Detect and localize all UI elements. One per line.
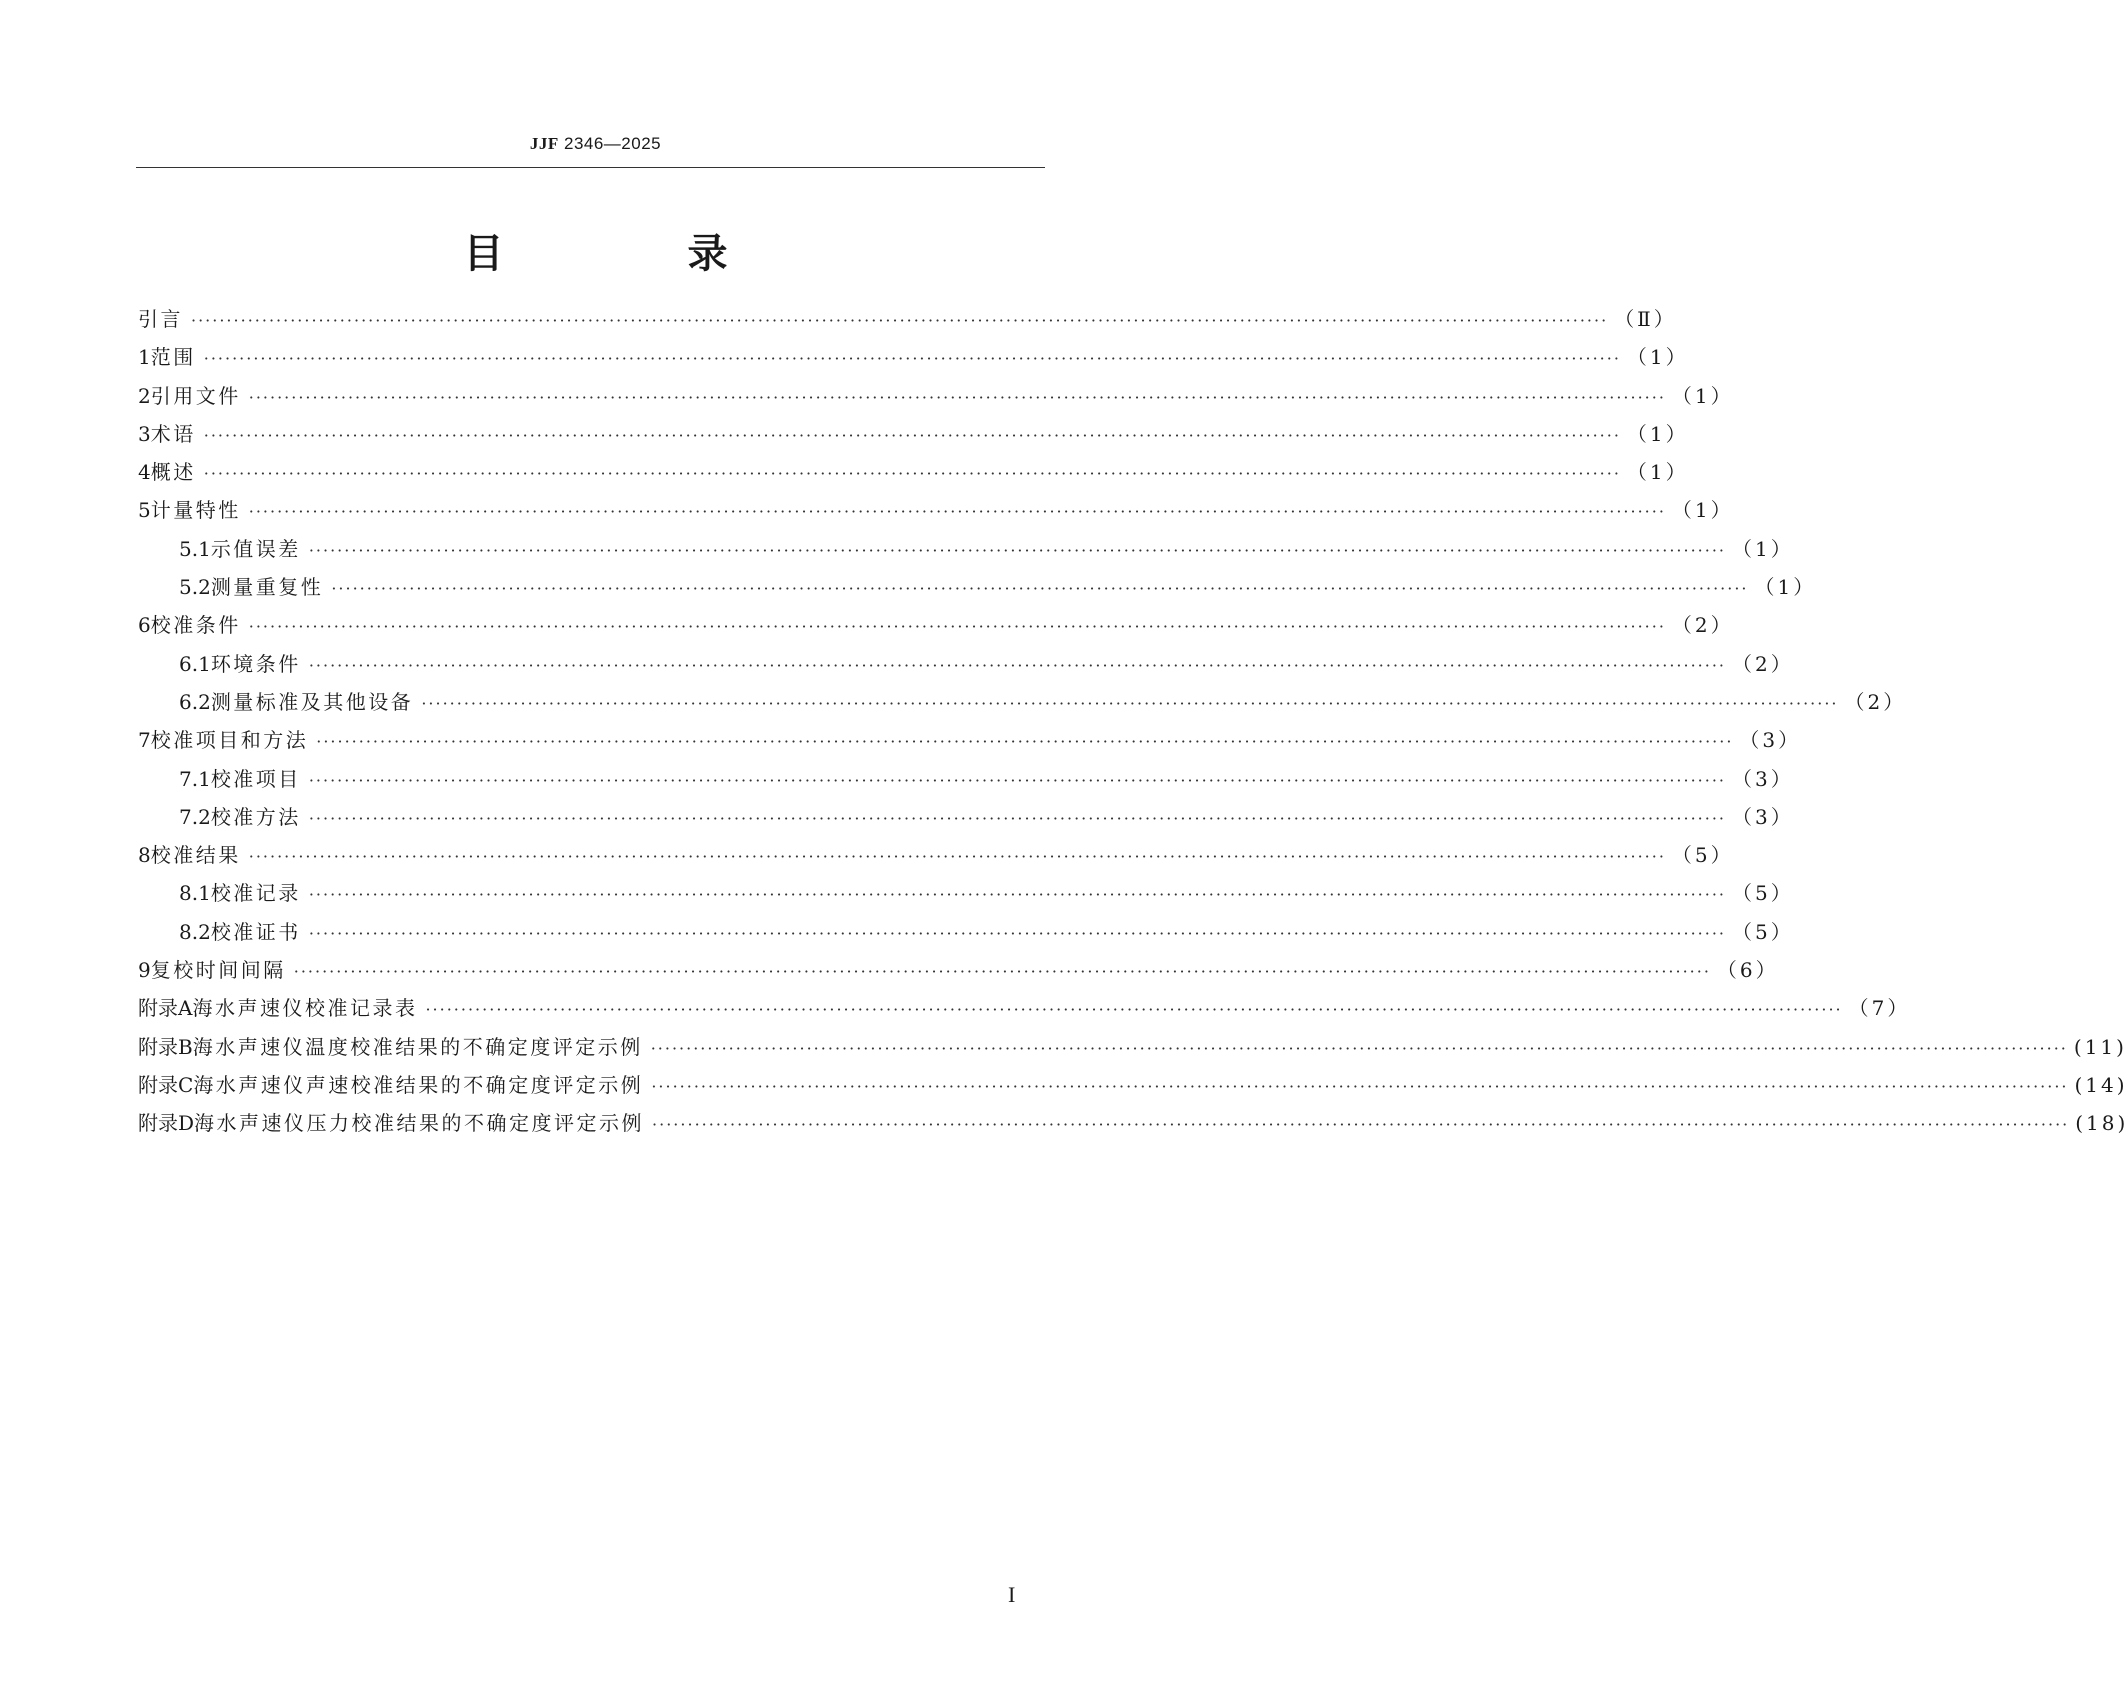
dot-leader: ········································································································································································································ bbox=[421, 693, 1839, 713]
toc-entry-label: 计量特性 bbox=[150, 498, 241, 523]
toc-entry-page: (18) bbox=[2075, 1111, 2128, 1136]
toc-entry-number: 附录A bbox=[138, 996, 193, 1021]
toc-entry[interactable] bbox=[138, 877, 1794, 915]
toc-entry-page: （7） bbox=[1848, 996, 1911, 1021]
dot-leader: ········································································································································································································ bbox=[651, 1076, 2069, 1096]
toc-entry-page: （3） bbox=[1732, 766, 1794, 791]
toc-entry-page: (14) bbox=[2074, 1072, 2128, 1097]
dot-leader: ········································································································································································································ bbox=[203, 464, 1621, 484]
toc-entry-label: 范围 bbox=[150, 345, 196, 370]
toc-entry-number: 8 bbox=[138, 843, 151, 868]
dot-leader: ········································································································································································································ bbox=[248, 502, 1666, 522]
toc-entry-page: （1） bbox=[1732, 536, 1794, 561]
dot-leader: ········································································································································································································ bbox=[652, 1115, 2070, 1135]
toc-entry[interactable] bbox=[138, 609, 1734, 647]
toc-entry[interactable] bbox=[138, 839, 1734, 877]
standard-number: 2346—2025 bbox=[563, 134, 662, 153]
toc-entry-number: 6.1 bbox=[179, 651, 211, 676]
toc-entry-label: 海水声速仪校准记录表 bbox=[192, 996, 418, 1021]
toc-entry-number: 1 bbox=[138, 345, 151, 370]
toc-entry-page: （Ⅱ） bbox=[1614, 307, 1677, 331]
toc-entry-number: 9 bbox=[138, 958, 151, 983]
toc-entry-label: 引用文件 bbox=[150, 383, 241, 408]
dot-leader: ········································································································································································································ bbox=[308, 655, 1726, 675]
dot-leader: ········································································································································································································ bbox=[248, 387, 1666, 407]
toc-entry-label: 概述 bbox=[150, 460, 196, 485]
dot-leader: ········································································································································································································ bbox=[308, 540, 1726, 560]
page-number: I bbox=[1008, 1582, 1016, 1607]
toc-entry-page: （6） bbox=[1716, 958, 1779, 983]
toc-entry[interactable] bbox=[138, 533, 1794, 571]
page-title: 目 录 bbox=[463, 231, 800, 277]
toc-entry[interactable] bbox=[138, 303, 1677, 341]
toc-entry[interactable] bbox=[138, 418, 1689, 456]
toc-entry-page: （1） bbox=[1671, 498, 1734, 523]
toc-entry-label: 海水声速仪温度校准结果的不确定度评定示例 bbox=[192, 1034, 643, 1059]
toc-entry-number: 3 bbox=[138, 421, 151, 446]
toc-entry-page: （1） bbox=[1626, 421, 1689, 446]
dot-leader: ········································································································································································································ bbox=[316, 732, 1734, 752]
toc-entry-number: 7.2 bbox=[179, 804, 211, 829]
toc-entry-label: 校准条件 bbox=[150, 613, 241, 638]
toc-entry-number: 5.2 bbox=[179, 575, 211, 600]
toc-entry[interactable] bbox=[138, 494, 1734, 532]
toc-entry[interactable] bbox=[138, 1031, 2127, 1069]
toc-entry[interactable] bbox=[138, 341, 1689, 379]
dot-leader: ········································································································································································································ bbox=[331, 579, 1749, 599]
toc-entry[interactable] bbox=[138, 954, 1779, 992]
dot-leader: ········································································································································································································ bbox=[203, 425, 1621, 445]
toc-entry-label: 校准证书 bbox=[210, 919, 301, 944]
toc-entry-label: 复校时间间隔 bbox=[150, 958, 286, 983]
toc-entry[interactable] bbox=[138, 648, 1794, 686]
toc-entry-label: 术语 bbox=[150, 421, 196, 446]
toc-entry[interactable] bbox=[138, 763, 1794, 801]
toc-entry-label: 海水声速仪声速校准结果的不确定度评定示例 bbox=[193, 1072, 644, 1097]
toc-entry[interactable] bbox=[138, 801, 1794, 839]
toc-entry-number: 附录C bbox=[138, 1072, 194, 1097]
toc-entry-number: 5.1 bbox=[179, 536, 211, 561]
toc-entry-label: 测量重复性 bbox=[210, 575, 324, 600]
toc-entry[interactable] bbox=[138, 686, 1907, 724]
toc-entry-label: 测量标准及其他设备 bbox=[210, 689, 414, 714]
toc-entry[interactable] bbox=[138, 992, 1911, 1030]
dot-leader: ········································································································································································································ bbox=[425, 1000, 1843, 1020]
toc-entry-page: (11) bbox=[2073, 1034, 2127, 1059]
toc-entry-label: 示值误差 bbox=[210, 536, 301, 561]
toc-entry-label: 校准项目 bbox=[210, 766, 301, 791]
toc-entry-label: 校准结果 bbox=[150, 843, 241, 868]
dot-leader: ········································································································································································································ bbox=[248, 847, 1666, 867]
toc-entry-page: （5） bbox=[1732, 919, 1794, 944]
toc-entry-number: 4 bbox=[138, 460, 151, 485]
table-of-contents bbox=[138, 303, 2128, 1146]
dot-leader: ········································································································································································································ bbox=[308, 885, 1726, 905]
toc-entry-label: 海水声速仪压力校准结果的不确定度评定示例 bbox=[194, 1111, 645, 1136]
toc-entry-label: 引言 bbox=[138, 307, 183, 331]
dot-leader: ········································································································································································································ bbox=[308, 923, 1726, 943]
standard-code: JJF bbox=[529, 134, 559, 153]
toc-entry[interactable] bbox=[138, 456, 1689, 494]
toc-entry-number: 8.1 bbox=[179, 881, 211, 906]
toc-entry-page: （1） bbox=[1671, 383, 1734, 408]
toc-entry[interactable] bbox=[138, 1069, 2128, 1107]
dot-leader: ········································································································································································································ bbox=[203, 349, 1621, 369]
dot-leader: ········································································································································································································ bbox=[308, 770, 1726, 790]
toc-entry-label: 校准项目和方法 bbox=[150, 728, 309, 753]
toc-entry[interactable] bbox=[138, 1107, 2128, 1145]
toc-entry-label: 校准方法 bbox=[210, 804, 301, 829]
toc-entry-number: 附录B bbox=[138, 1034, 193, 1059]
toc-entry-page: （5） bbox=[1732, 881, 1794, 906]
toc-entry-page: （3） bbox=[1739, 728, 1802, 753]
toc-entry-page: （1） bbox=[1754, 575, 1817, 600]
toc-entry-number: 6.2 bbox=[179, 689, 211, 714]
toc-entry[interactable] bbox=[138, 724, 1802, 762]
toc-entry-number: 5 bbox=[138, 498, 151, 523]
dot-leader: ········································································································································································································ bbox=[650, 1038, 2068, 1058]
toc-entry-number: 8.2 bbox=[179, 919, 211, 944]
toc-entry-page: （1） bbox=[1626, 345, 1689, 370]
toc-entry-number: 7 bbox=[138, 728, 151, 753]
toc-entry[interactable] bbox=[138, 571, 1817, 609]
dot-leader: ········································································································································································································ bbox=[293, 962, 1711, 982]
toc-entry-page: （2） bbox=[1732, 651, 1794, 676]
toc-entry[interactable] bbox=[138, 380, 1734, 418]
running-header bbox=[0, 134, 1191, 154]
dot-leader: ········································································································································································································ bbox=[191, 311, 1609, 330]
dot-leader: ········································································································································································································ bbox=[248, 617, 1666, 637]
toc-entry-number: 附录D bbox=[138, 1111, 195, 1136]
toc-entry-label: 校准记录 bbox=[210, 881, 301, 906]
toc-entry-page: （2） bbox=[1671, 613, 1734, 638]
toc-entry-number: 2 bbox=[138, 383, 151, 408]
header-rule bbox=[136, 167, 1045, 168]
dot-leader: ········································································································································································································ bbox=[308, 808, 1726, 828]
toc-entry-page: （3） bbox=[1732, 804, 1794, 829]
toc-entry-page: （2） bbox=[1844, 689, 1907, 714]
toc-entry-page: （5） bbox=[1671, 843, 1734, 868]
toc-entry[interactable] bbox=[138, 916, 1794, 954]
toc-entry-number: 7.1 bbox=[179, 766, 211, 791]
toc-entry-label: 环境条件 bbox=[210, 651, 301, 676]
toc-entry-number: 6 bbox=[138, 613, 151, 638]
toc-entry-page: （1） bbox=[1626, 460, 1689, 485]
